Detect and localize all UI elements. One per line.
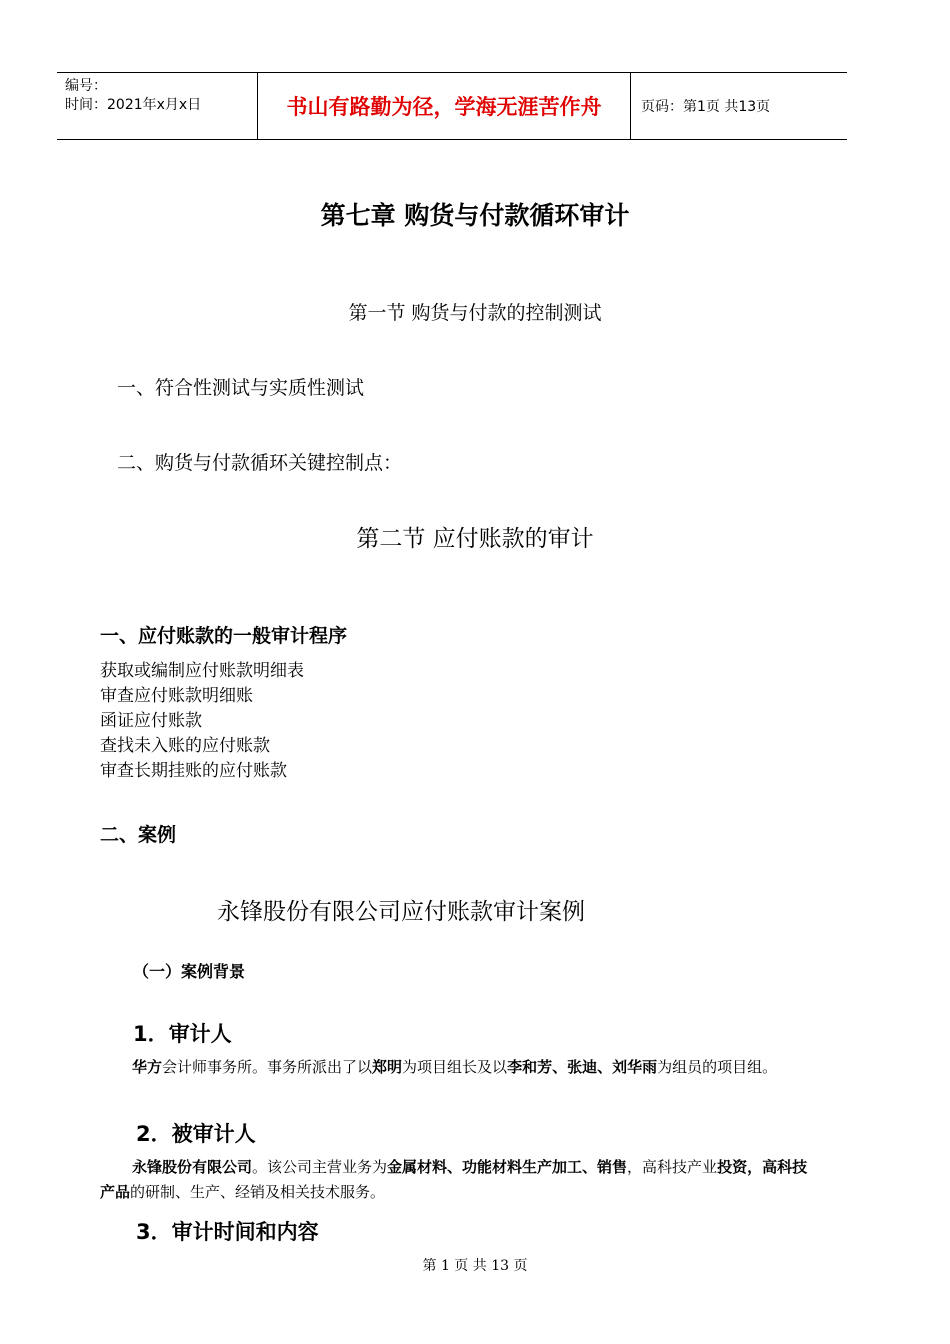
auditee-name: 永锋股份有限公司 — [132, 1158, 253, 1176]
high-tech-investment: 投资，高科技产品 — [100, 1158, 808, 1201]
procedure-item: 获取或编制应付账款明细表 — [100, 661, 304, 681]
page-footer: 第 1 页 共 13 页 — [422, 1258, 528, 1274]
case-heading-audit-time: 3．审计时间和内容 — [136, 1220, 319, 1244]
document-time-label: 时间：2021年x月x日 — [65, 97, 202, 113]
procedure-item: 函证应付账款 — [100, 711, 202, 731]
case-title: 永锋股份有限公司应付账款审计案例 — [217, 899, 585, 925]
header-meta — [65, 77, 201, 115]
document-number-label: 编号： — [65, 78, 107, 94]
case-paragraph-auditor — [100, 1055, 812, 1080]
section1-item2: 二、购货与付款循环关键控制点： — [117, 452, 403, 474]
text-run: ，高科技产业 — [627, 1158, 718, 1176]
header-page-label: 页码：第1页 共13页 — [641, 99, 771, 115]
auditor-firm: 华方 — [132, 1058, 163, 1076]
procedure-item: 查找未入账的应付账款 — [100, 736, 270, 756]
section1-item1: 一、符合性测试与实质性测试 — [117, 377, 365, 399]
header-table — [57, 72, 847, 140]
section1-title: 第一节 购货与付款的控制测试 — [348, 302, 602, 324]
procedure-item: 审查长期挂账的应付账款 — [100, 761, 287, 781]
text-run: 会计师事务所。事务所派出了以 — [162, 1058, 373, 1076]
chapter-title: 第七章 购货与付款循环审计 — [320, 201, 630, 230]
header-motto: 书山有路勤为径，学海无涯苦作舟 — [257, 73, 631, 139]
section2-heading1: 一、应付账款的一般审计程序 — [100, 625, 348, 647]
team-leader: 郑明 — [372, 1058, 403, 1076]
case-paragraph-auditee — [100, 1155, 812, 1205]
case-background-heading: （一）案例背景 — [133, 962, 246, 981]
team-members: 李和芳、张迪、刘华雨 — [507, 1058, 658, 1076]
text-run: 的研制、生产、经销及相关技术服务。 — [130, 1183, 386, 1201]
text-run: 为项目组长及以 — [402, 1058, 508, 1076]
case-heading-auditor: 1．审计人 — [133, 1022, 232, 1046]
main-business: 金属材料、功能材料生产加工、销售 — [387, 1158, 628, 1176]
section2-heading2: 二、案例 — [100, 824, 177, 846]
text-run: 。该公司主营业务为 — [252, 1158, 388, 1176]
procedure-item: 审查应付账款明细账 — [100, 686, 253, 706]
procedure-list — [100, 659, 304, 784]
section2-title: 第二节 应付账款的审计 — [356, 526, 594, 552]
text-run: 为组员的项目组。 — [657, 1058, 778, 1076]
case-heading-auditee: 2．被审计人 — [136, 1122, 256, 1146]
